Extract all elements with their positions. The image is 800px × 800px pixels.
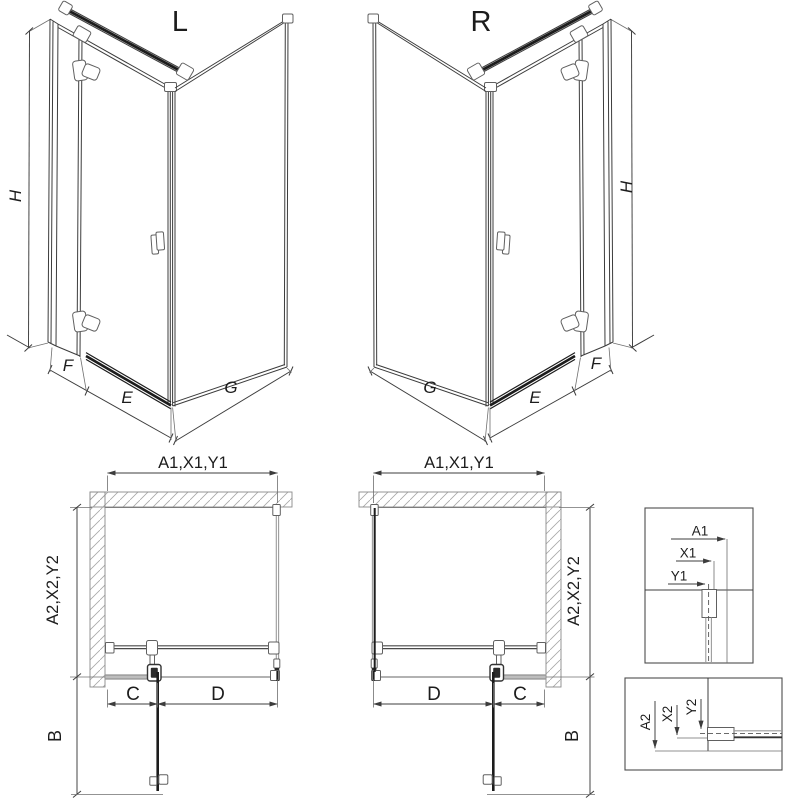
iso-left-title: L — [171, 6, 189, 38]
plan-right-depth-label: A2,X2,Y2 — [565, 556, 583, 626]
plan-left-d-label: D — [211, 684, 225, 705]
detail-x2-label: X2 — [660, 705, 675, 723]
plan-right-c-label: C — [513, 684, 527, 705]
detail-a1-label: A1 — [691, 523, 709, 539]
plan-right-width-label: A1,X1,Y1 — [424, 454, 494, 472]
dim-label-e-left: E — [121, 388, 133, 407]
detail-width-box — [645, 508, 753, 663]
dim-label-g-left: G — [224, 378, 238, 397]
detail-y2-label: Y2 — [684, 698, 699, 716]
dim-label-f-right: F — [590, 354, 602, 373]
dim-label-h-left: H — [6, 189, 25, 203]
dim-label-f-left: F — [62, 356, 74, 375]
plan-left-swing-label: B — [45, 729, 65, 743]
iso-right-title: R — [470, 6, 492, 38]
plan-view-left — [44, 454, 292, 798]
plan-right-swing-label: B — [562, 729, 582, 743]
detail-y1-label: Y1 — [670, 568, 688, 584]
plan-right-d-label: D — [427, 684, 441, 705]
detail-a2-label: A2 — [638, 713, 653, 731]
dim-label-h-right: H — [617, 180, 636, 194]
wall-right-plan — [359, 492, 561, 687]
wall-left-plan — [90, 492, 292, 687]
plan-left-depth-label: A2,X2,Y2 — [44, 555, 62, 625]
detail-depth-box — [625, 678, 782, 770]
plan-left-width-label: A1,X1,Y1 — [158, 454, 228, 472]
iso-view-right — [368, 0, 654, 445]
detail-x1-label: X1 — [679, 545, 697, 561]
dim-label-e-right: E — [529, 388, 541, 407]
dim-label-g-right: G — [423, 378, 437, 397]
iso-view-left — [6, 0, 293, 445]
plan-left-c-label: C — [126, 684, 140, 705]
plan-view-right — [359, 454, 595, 798]
